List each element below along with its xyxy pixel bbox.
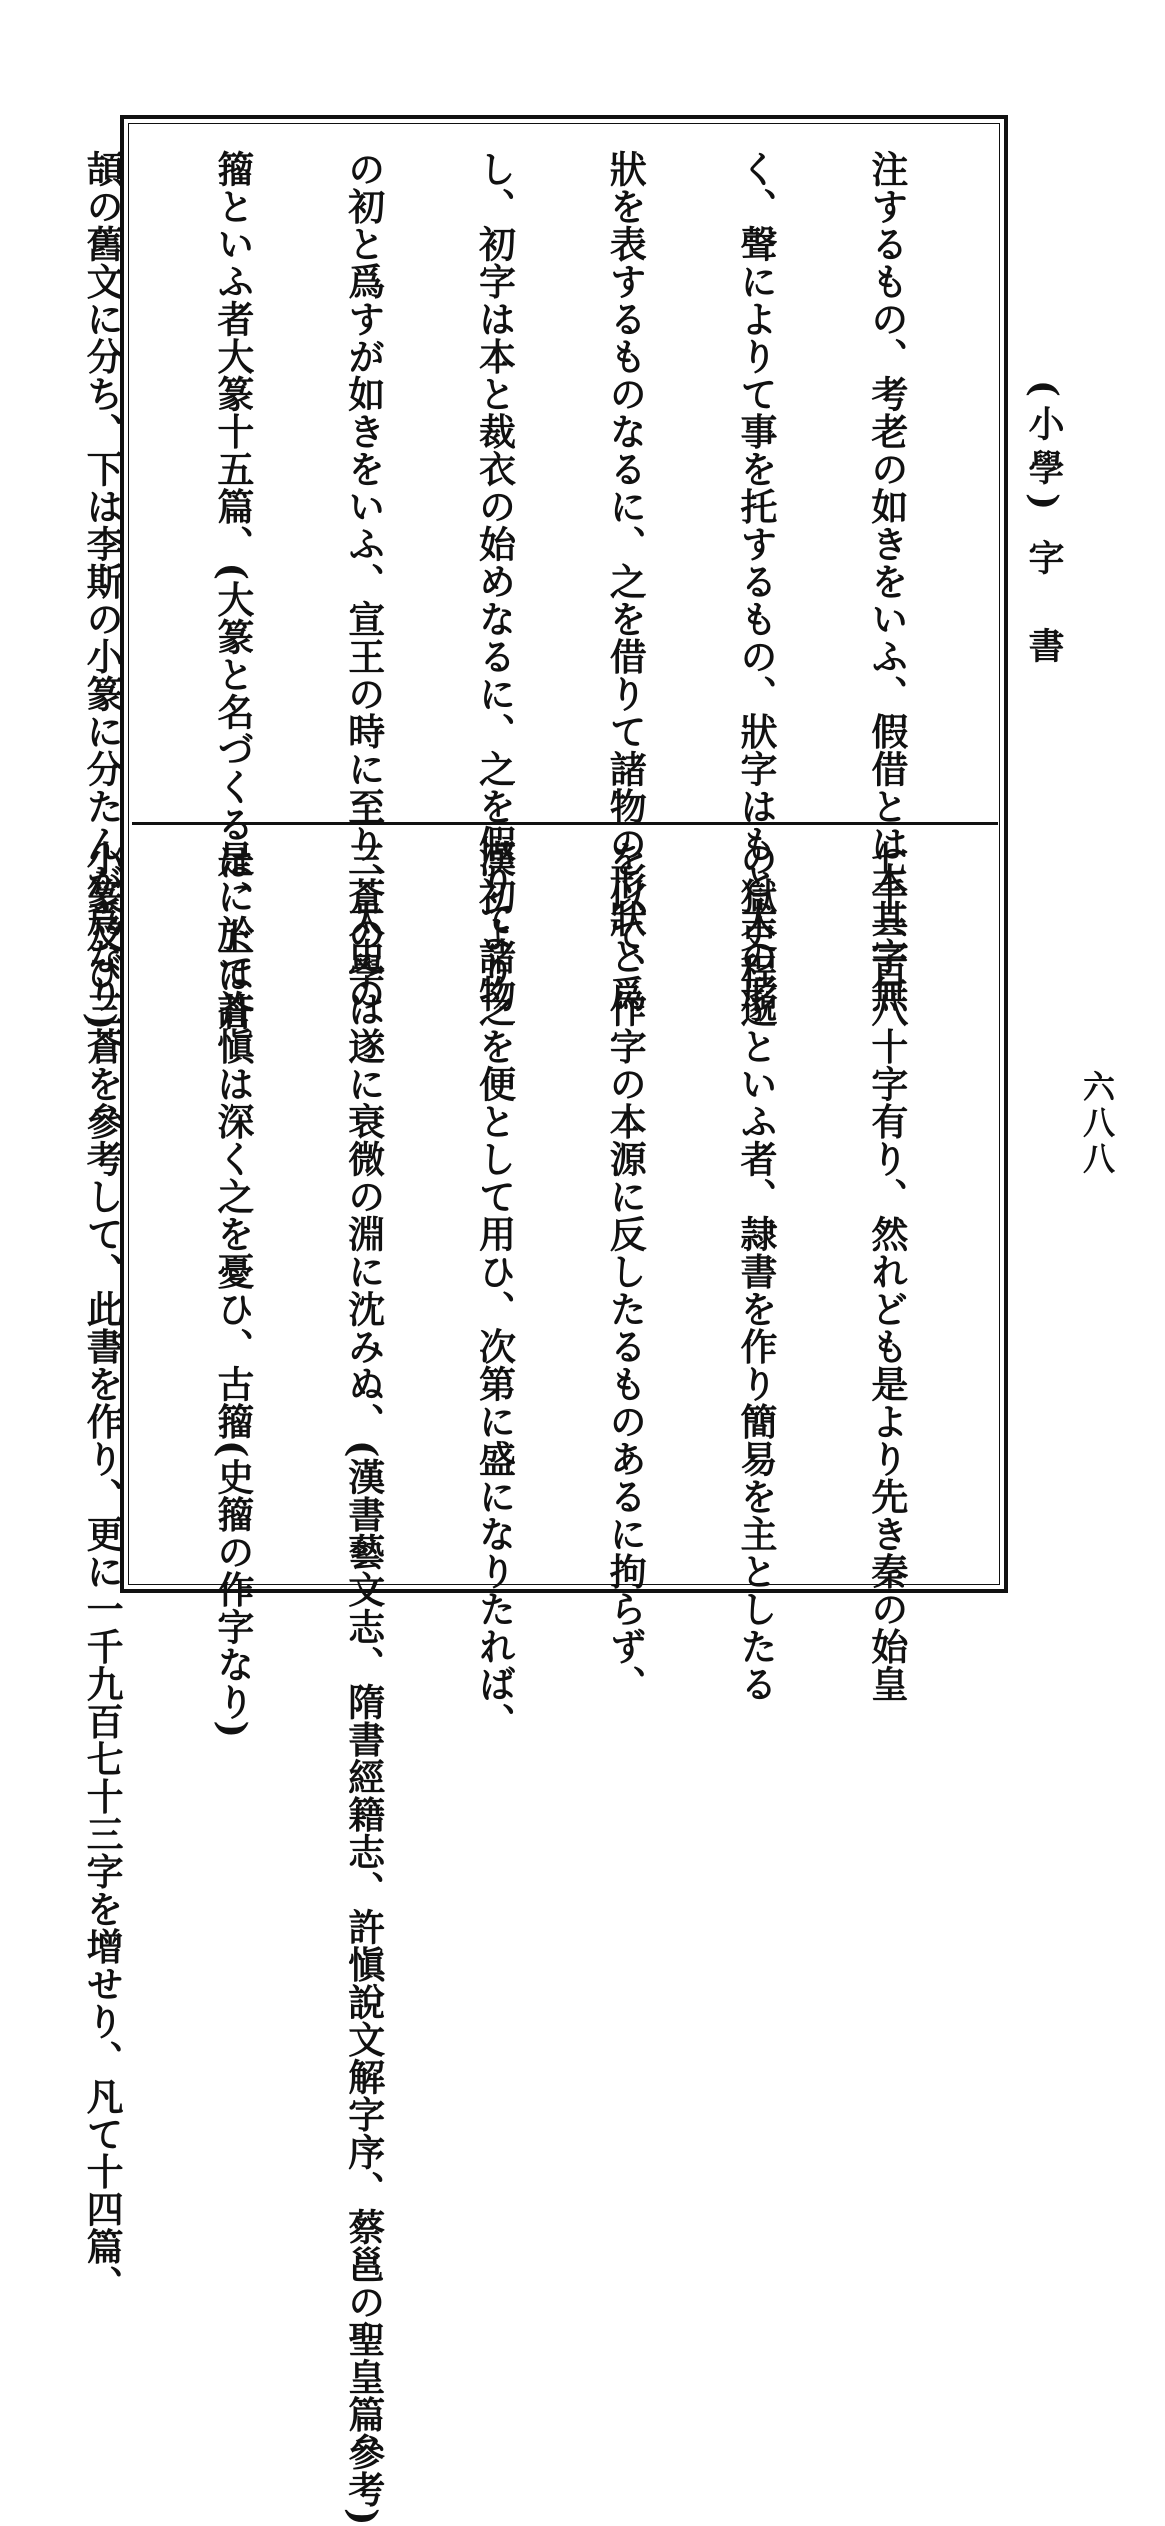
header-title: 字 書	[1023, 538, 1065, 671]
text-line: し、初字は本と裁衣の始めなるに、之を假りて諸物	[472, 150, 517, 1013]
text-line: を以て、作字の本源に反したるものあるに拘らず、	[603, 840, 648, 1703]
text-line: の獄吏程邈といふ者、隷書を作り簡易を主としたる	[734, 840, 779, 1703]
header-category: (小學)	[1023, 380, 1065, 519]
text-line: 頡の舊文に分ち、下は李斯の小篆に分たんが爲なり)	[80, 150, 125, 1031]
text-line: 三蒼の學は遂に衰微の淵に沈みぬ、(漢書藝文志、隋書經籍志、許愼說文解字序、蔡邕の聖皇篇參考)	[341, 840, 386, 2526]
text-line: 注するもの、考老の如きをいふ、假借とは本其字無	[864, 150, 909, 1013]
text-line: 籀といふ者大篆十五篇、(大篆と名づくるは、上は蒼	[210, 150, 255, 1031]
text-line: の初と爲すが如きをいふ、宣王の時に至り、太史の	[341, 150, 386, 1013]
lower-text-block	[80, 840, 995, 2526]
page-number: 六八八	[1078, 1070, 1116, 1178]
text-line: 漢初より之を便として用ひ、次第に盛になりたれば、	[472, 840, 517, 1740]
text-line: 七千三百八十字有り、然れども是より先き秦の始皇	[864, 840, 909, 1703]
text-line: 小篆及び三蒼を參考して、此書を作り、更に一千九百七十三字を增せり、凡て十四篇、	[80, 840, 125, 2303]
text-line: 狀を表するものなるに、之を借りて諸物の形狀と爲	[603, 150, 648, 1013]
text-line: く、聲によりて事を托するもの、狀字はもと犬の形	[734, 150, 779, 1013]
upper-text-block	[80, 150, 995, 1031]
text-line: 是に於て許愼は深く之を憂ひ、古籀(史籀の作字なり)	[210, 840, 255, 1739]
running-header	[1010, 380, 1070, 671]
